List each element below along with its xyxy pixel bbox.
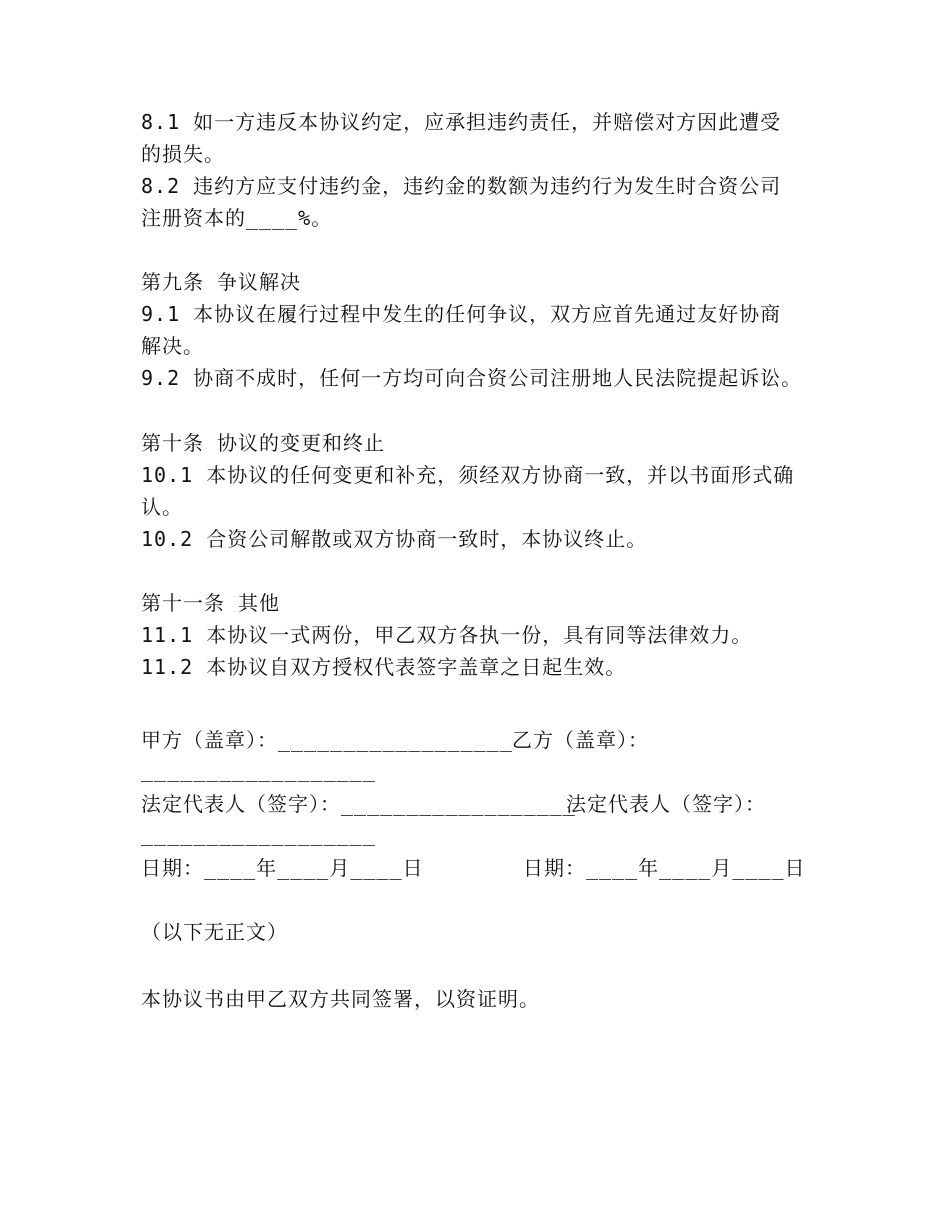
no-more-text-note: （以下无正文） xyxy=(141,920,288,944)
clause-9-2: 9.2 协商不成时，任何一方均可向合资公司注册地人民法院提起诉讼。 xyxy=(141,366,803,390)
party-a-seal-line: 甲方（盖章）：__________________ xyxy=(141,728,513,752)
clause-10-1-line-2: 认。 xyxy=(141,495,183,519)
party-b-date: 日期：____年____月____日 xyxy=(523,856,806,880)
clause-9-1-line-2: 解决。 xyxy=(141,334,204,358)
party-b-seal-line: 乙方（盖章）： xyxy=(512,728,649,752)
party-a-rep-line: 法定代表人（签字）：__________________ xyxy=(141,792,576,816)
clause-11-2: 11.2 本协议自双方授权代表签字盖章之日起生效。 xyxy=(141,655,627,679)
clause-8-1-line-1: 8.1 如一方违反本协议约定，应承担违约责任，并赔偿对方因此遭受 xyxy=(141,110,782,134)
article-9-title: 第九条 争议解决 xyxy=(141,270,302,294)
party-b-rep-line: 法定代表人（签字）： xyxy=(566,792,766,816)
clause-10-1-line-1: 10.1 本协议的任何变更和补充，须经双方协商一致，并以书面形式确 xyxy=(141,463,795,487)
article-10-title: 第十条 协议的变更和终止 xyxy=(141,431,386,455)
party-a-date: 日期：____年____月____日 xyxy=(141,856,424,880)
clause-10-2: 10.2 合资公司解散或双方协商一致时，本协议终止。 xyxy=(141,527,648,551)
clause-9-1-line-1: 9.1 本协议在履行过程中发生的任何争议，双方应首先通过友好协商 xyxy=(141,302,782,326)
party-b-rep-blank: __________________ xyxy=(141,822,376,846)
witness-statement: 本协议书由甲乙双方共同签署，以资证明。 xyxy=(141,987,540,1011)
article-11-title: 第十一条 其他 xyxy=(141,591,281,615)
clause-8-1-line-2: 的损失。 xyxy=(141,142,225,166)
party-b-seal-blank: __________________ xyxy=(141,758,376,782)
clause-8-2-line-2: 注册资本的____%。 xyxy=(141,206,333,230)
clause-11-1: 11.1 本协议一式两份，甲乙双方各执一份，具有同等法律效力。 xyxy=(141,623,753,647)
clause-8-2-line-1: 8.2 违约方应支付违约金，违约金的数额为违约行为发生时合资公司 xyxy=(141,174,782,198)
